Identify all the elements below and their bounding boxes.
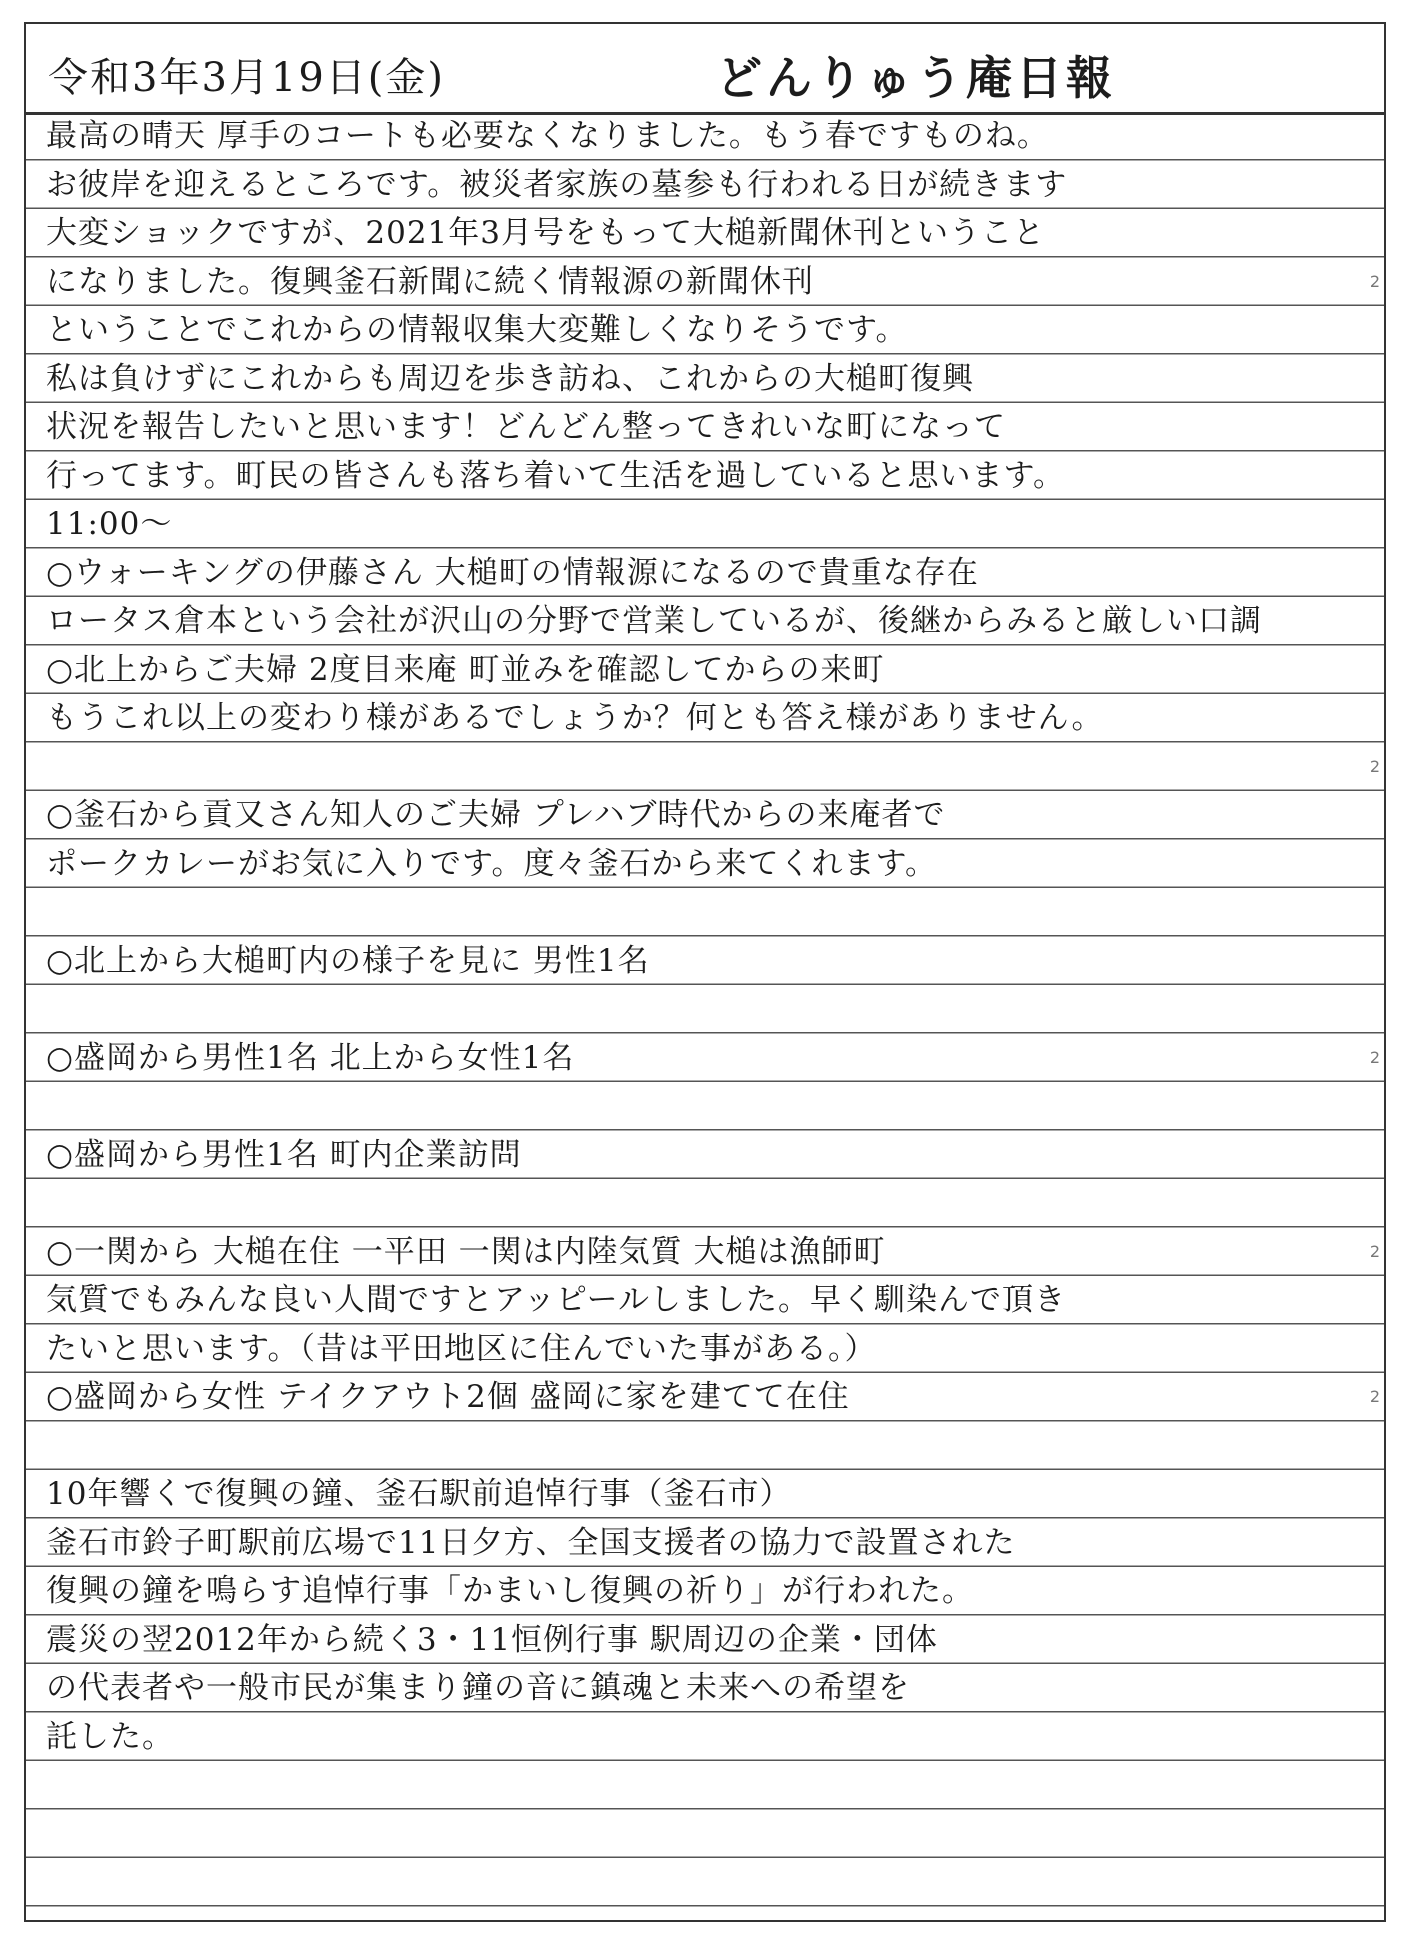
journal-line: になりました。復興釜石新聞に続く情報源の新聞休刊 — [46, 263, 814, 300]
journal-line: ○釜石から貢又さん知人のご夫婦 プレハブ時代からの来庵者で — [46, 797, 946, 833]
journal-line: もうこれ以上の変わり様があるでしょうか？何とも答え様がありません。 — [46, 700, 1104, 736]
journal-line — [46, 888, 1370, 936]
report-header — [26, 24, 1384, 115]
journal-line: 釜石市鈴子町駅前広場で11日夕方、全国支援者の協力で設置された — [46, 1524, 1016, 1561]
journal-line: たいと思います。（昔は平田地区に住んでいた事がある。） — [46, 1330, 877, 1367]
journal-line: ポークカレーがお気に入りです。度々釜石から来てくれます。 — [46, 845, 938, 882]
journal-line: 状況を報告したいと思います！どんどん整ってきれいな町になって — [46, 409, 1006, 445]
journal-line: 行ってます。町民の皆さんも落ち着いて生活を過していると思います。 — [46, 457, 1066, 494]
journal-line: 最高の晴天 厚手のコートも必要なくなりました。もう春ですものね。 — [46, 118, 1049, 154]
journal-line — [46, 985, 1370, 1033]
margin-mark: 2 — [1369, 756, 1380, 776]
journal-line: 復興の鐘を鳴らす追悼行事「かまいし復興の祈り」が行われた。 — [46, 1573, 974, 1609]
journal-line: 震災の翌2012年から続く3・11恒例行事 駅周辺の企業・団体 — [46, 1621, 938, 1658]
journal-line: ○一関から 大槌在住 一平田 一関は内陸気質 大槌は漁師町 — [46, 1233, 886, 1270]
report-body — [26, 112, 1384, 1920]
journal-line — [46, 743, 1370, 791]
margin-mark: 2 — [1369, 1241, 1380, 1261]
journal-line: 託した。 — [46, 1718, 174, 1755]
journal-line: ということでこれからの情報収集大変難しくなりそうです。 — [46, 312, 908, 348]
journal-line: 私は負けずにこれからも周辺を歩き訪ね、これからの大槌町復興 — [46, 360, 974, 397]
journal-line: お彼岸を迎えるところです。被災者家族の墓参も行われる日が続きます — [46, 166, 1068, 203]
journal-line: ○盛岡から男性1名 北上から女性1名 — [46, 1039, 575, 1076]
journal-line — [46, 1179, 1370, 1227]
report-title: どんりゅう庵日報 — [716, 51, 1116, 105]
journal-line: ○ウォーキングの伊藤さん 大槌町の情報源になるので貴重な存在 — [46, 554, 979, 591]
journal-line — [46, 1082, 1370, 1130]
margin-mark: 2 — [1369, 1387, 1380, 1406]
margin-mark: 2 — [1369, 271, 1380, 291]
report-sheet — [24, 22, 1386, 1922]
journal-line — [46, 1422, 1370, 1470]
journal-line: の代表者や一般市民が集まり鐘の音に鎮魂と未来への希望を — [46, 1670, 910, 1706]
journal-line: 10年響くで復興の鐘、釜石駅前追悼行事（釜石市） — [46, 1476, 792, 1512]
margin-mark: 2 — [1369, 1047, 1380, 1067]
journal-line: ○北上からご夫婦 2度目来庵 町並みを確認してからの来町 — [46, 651, 885, 688]
report-date: 令和3年3月19日(金) — [48, 55, 446, 101]
journal-line: ○盛岡から男性1名 町内企業訪問 — [46, 1136, 522, 1173]
journal-line: ○北上から大槌町内の様子を見に 男性1名 — [46, 942, 650, 979]
journal-line: ロータス倉本という会社が沢山の分野で営業しているが、後継からみると厳しい口調 — [46, 603, 1262, 639]
journal-line: 11:00〜 — [46, 506, 173, 542]
journal-line: 大変ショックですが、2021年3月号をもって大槌新聞休刊ということ — [46, 215, 1045, 251]
journal-line: ○盛岡から女性 テイクアウト2個 盛岡に家を建てて在住 — [46, 1379, 850, 1415]
journal-line: 気質でもみんな良い人間ですとアッピールしました。早く馴染んで頂き — [46, 1282, 1066, 1318]
